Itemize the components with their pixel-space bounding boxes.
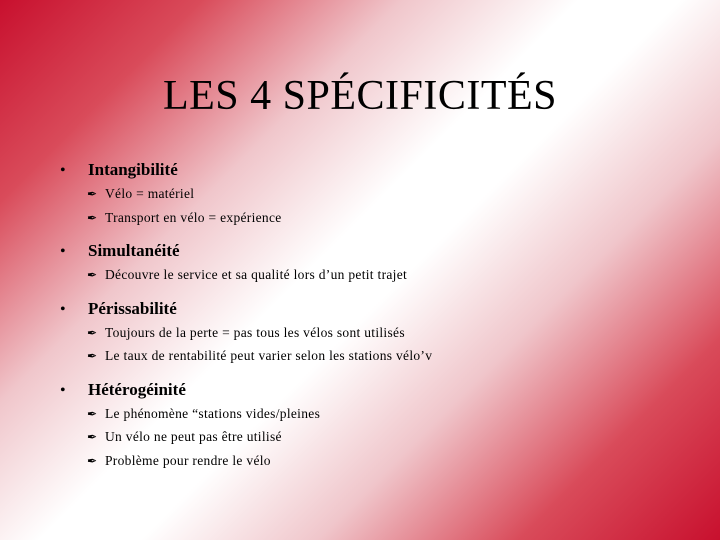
list-item-text: Un vélo ne peut pas être utilisé (105, 429, 282, 444)
list-item (87, 429, 700, 453)
list-item-text: Le phénomène “stations vides/pleines (105, 405, 321, 421)
section-heading: Périssabilité (88, 298, 177, 318)
pen-icon: ✒ (87, 187, 98, 201)
bullet-icon: • (60, 162, 66, 179)
section-heterogeneite (60, 380, 700, 477)
list-item-text: Problème pour rendre le vélo (105, 452, 271, 468)
bullet-icon: • (60, 243, 66, 260)
section-heading: Intangibilité (88, 160, 178, 179)
bullet-icon: • (60, 300, 66, 318)
list-item-text: Découvre le service et sa qualité lors d’un petit trajet (105, 267, 408, 282)
list-item-text: Vélo = matériel (105, 186, 195, 201)
bullet-list (60, 160, 700, 484)
list-item (87, 406, 700, 430)
pen-icon: ✒ (87, 430, 98, 444)
pen-icon: ✒ (87, 210, 98, 225)
pen-icon: ✒ (87, 349, 98, 363)
section-perissabilite (60, 299, 700, 372)
list-item (87, 210, 700, 234)
bullet-icon: • (60, 381, 66, 399)
pen-icon: ✒ (87, 325, 98, 340)
section-intangibilite (60, 160, 700, 233)
slide-title: LES 4 SPÉCIFICITÉS (162, 73, 558, 119)
section-heading: Hétérogéinité (88, 379, 186, 399)
section-heading: Simultanéité (88, 241, 180, 260)
list-item-text: Transport en vélo = expérience (105, 209, 282, 225)
list-item (87, 348, 700, 372)
list-item-text: Le taux de rentabilité peut varier selon les stations vélo’v (105, 348, 433, 363)
pen-icon: ✒ (87, 453, 98, 468)
list-item (87, 453, 700, 477)
list-item (87, 186, 700, 210)
pen-icon: ✒ (87, 406, 98, 421)
list-item (87, 325, 700, 349)
list-item (87, 267, 700, 291)
pen-icon: ✒ (87, 268, 98, 282)
section-simultaneite (60, 241, 700, 291)
list-item-text: Toujours de la perte = pas tous les vélos sont utilisés (105, 324, 405, 340)
